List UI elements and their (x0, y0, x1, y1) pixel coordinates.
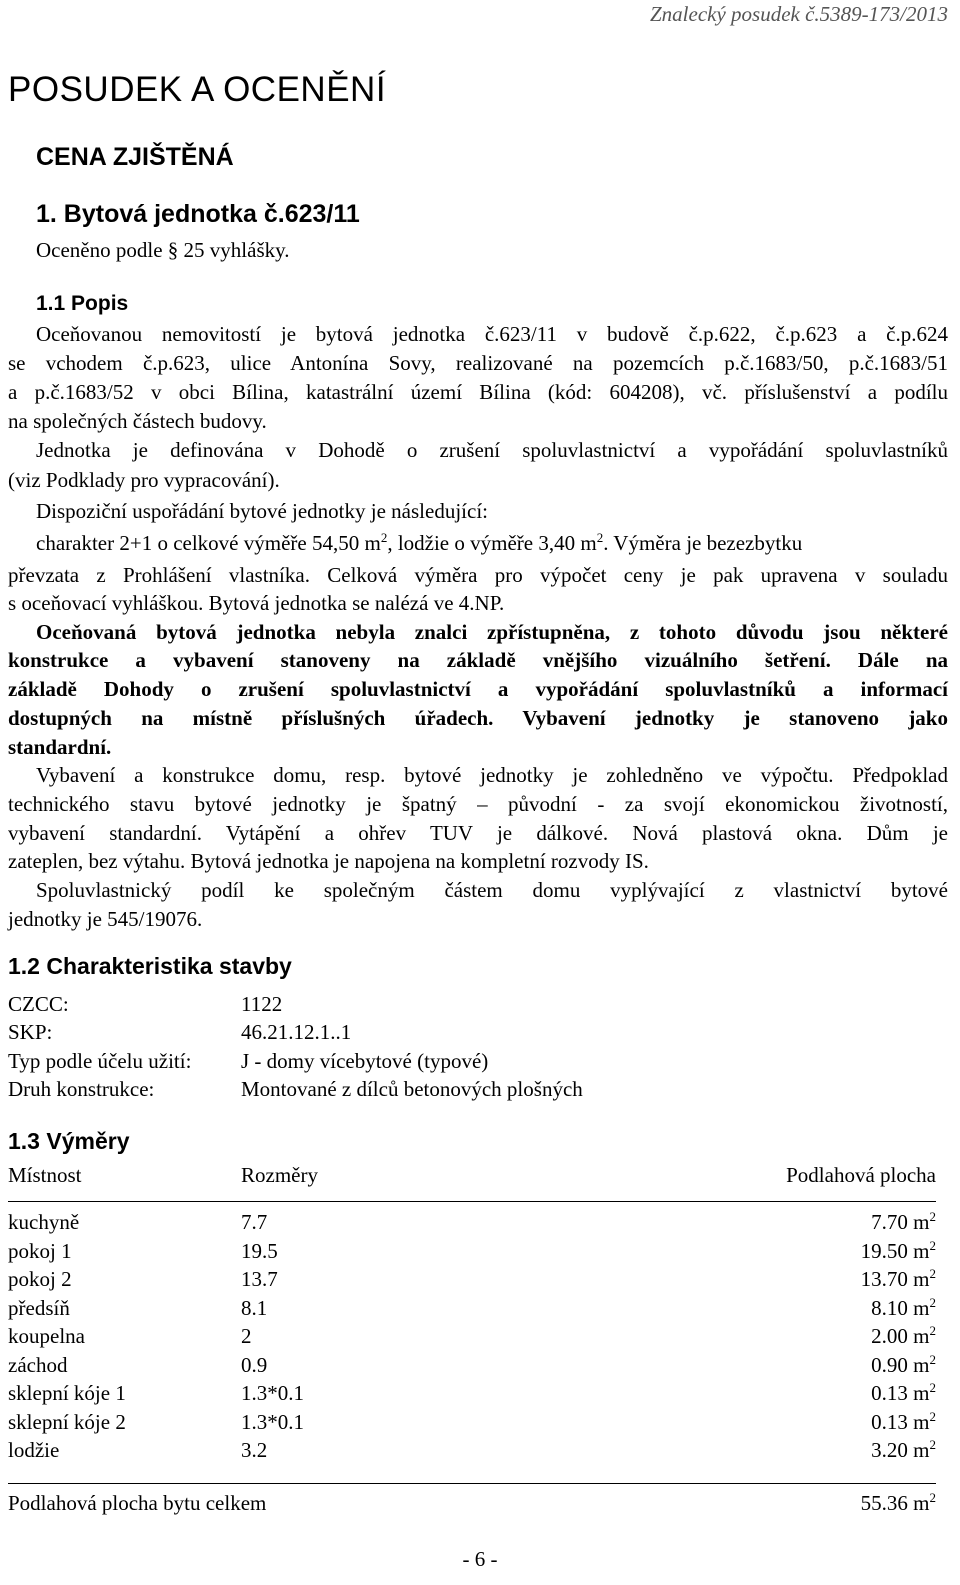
unit-superscript: 2 (929, 1323, 936, 1338)
paragraph-line: zateplen, bez výtahu. Bytová jednotka je napojena na kompletní rozvody IS. (8, 849, 649, 873)
bold-paragraph-line: Oceňovaná bytová jednotka nebyla znalci zpřístupněna, z tohoto důvodu jsou některé (36, 620, 948, 644)
table-total-divider (8, 1483, 936, 1484)
total-area: 55.36 (860, 1491, 908, 1515)
paragraph-line: Vybavení a konstrukce domu, resp. bytové jednotky je zohledněno ve výpočtu. Předpoklad (36, 763, 948, 787)
paragraph-line: jednotky je 545/19076. (8, 907, 203, 931)
column-header-dimensions: Rozměry (241, 1163, 318, 1187)
room-dimensions: 3.2 (241, 1438, 268, 1462)
room-area (871, 1381, 936, 1406)
table-row (8, 1210, 936, 1239)
room-name: pokoj 1 (8, 1238, 72, 1263)
unit: m (913, 1238, 930, 1263)
paragraph-line-area (36, 529, 948, 558)
unit: m (913, 1352, 930, 1377)
char-value: 46.21.12.1..1 (241, 1020, 352, 1044)
room-area (871, 1324, 936, 1349)
paragraph-line: převzata z Prohlášení vlastníka. Celková výměra pro výpočet ceny je pak upravena v souladu (8, 563, 948, 587)
table-row (8, 1267, 936, 1296)
bold-paragraph-line: standardní. (8, 735, 112, 759)
unit-superscript: 2 (929, 1351, 936, 1367)
heading-popis: 1.1 Popis (36, 292, 129, 315)
room-dimensions: 1.3*0.1 (241, 1409, 304, 1434)
table-row (8, 1353, 936, 1382)
room-dimensions: 8.1 (241, 1295, 268, 1320)
loggia-text: , lodžie o výměře 3,40 m (387, 531, 597, 555)
room-dimensions: 19.5 (241, 1238, 278, 1263)
unit: m (913, 1295, 930, 1320)
unit: m (913, 1491, 930, 1515)
area-value: 0.13 (871, 1381, 908, 1405)
char-label: CZCC: (8, 992, 69, 1016)
paragraph-line: a p.č.1683/52 v obci Bílina, katastrální území Bílina (kód: 604208), vč. příslušenství a podílu (8, 380, 948, 404)
unit-superscript: 2 (929, 1490, 936, 1505)
area-value: 2.00 (871, 1324, 908, 1348)
room-dimensions: 1.3*0.1 (241, 1381, 304, 1405)
unit: m (913, 1381, 930, 1405)
page-title: POSUDEK A OCENĚNÍ (8, 70, 387, 109)
area-value: 3.20 (871, 1438, 908, 1462)
room-area (871, 1438, 936, 1463)
table-row (8, 1324, 936, 1353)
paragraph-line: Dispoziční uspořádání bytové jednotky je následující: (36, 499, 488, 523)
room-name: koupelna (8, 1324, 85, 1348)
unit-superscript: 2 (929, 1380, 936, 1395)
room-area (861, 1267, 936, 1292)
room-name: lodžie (8, 1438, 60, 1462)
paragraph-line: na společných částech budovy. (8, 409, 267, 433)
room-dimensions: 2 (241, 1324, 252, 1348)
table-row (8, 1410, 936, 1439)
column-header-area: Podlahová plocha (786, 1163, 936, 1187)
table-header (8, 1163, 936, 1192)
section-title-unit: 1. Bytová jednotka č.623/11 (36, 200, 360, 228)
unit-superscript: 2 (929, 1237, 936, 1253)
area-value: 13.70 (860, 1267, 908, 1291)
room-dimensions: 0.9 (241, 1352, 268, 1377)
paragraph-line: s oceňovací vyhláškou. Bytová jednotka se nalézá ve 4.NP. (8, 591, 505, 615)
area-value: 7.70 (871, 1210, 908, 1234)
bold-paragraph-line: dostupných na místně příslušných úřadech. Vybavení jednotky je stanoveno jako (8, 706, 948, 730)
section-title-price: CENA ZJIŠTĚNÁ (36, 143, 234, 171)
document-reference: Znalecký posudek č.5389-173/2013 (649, 2, 948, 26)
table-total-row (8, 1491, 936, 1520)
total-label: Podlahová plocha bytu celkem (8, 1491, 267, 1515)
unit-superscript: 2 (596, 530, 604, 545)
unit: m (913, 1267, 930, 1291)
unit: m (913, 1210, 930, 1234)
char-label: Typ podle účelu užití: (8, 1049, 192, 1073)
unit: m (913, 1409, 930, 1434)
paragraph-line: vybavení standardní. Vytápění a ohřev TUV je dálkové. Nová plastová okna. Dům je (8, 821, 948, 845)
room-dimensions: 7.7 (241, 1210, 268, 1234)
unit-superscript: 2 (929, 1266, 936, 1281)
table-row (8, 1381, 936, 1410)
area-note-text: . Výměra je bezezbytku (603, 531, 803, 555)
char-label: SKP: (8, 1020, 53, 1044)
page-number: - 6 - (462, 1547, 498, 1571)
room-area (871, 1410, 936, 1435)
char-value: Montované z dílců betonových plošných (241, 1077, 583, 1101)
area-value: 19.50 (860, 1238, 908, 1263)
heading-charakteristika: 1.2 Charakteristika stavby (8, 953, 292, 979)
valuation-method: Oceněno podle § 25 vyhlášky. (36, 238, 290, 262)
paragraph-line: se vchodem č.p.623, ulice Antonína Sovy, realizované na pozemcích p.č.1683/50, p.č.1683/51 (8, 351, 948, 375)
room-area (871, 1353, 936, 1378)
unit-superscript: 2 (929, 1408, 936, 1424)
paragraph-line: technického stavu bytové jednotky je špatný – původní - za svojí ekonomickou životností, (8, 792, 948, 816)
area-text: charakter 2+1 o celkové výměře 54,50 m (36, 531, 381, 555)
table-header-divider (8, 1201, 936, 1202)
room-name: sklepní kóje 1 (8, 1381, 126, 1405)
room-name: záchod (8, 1352, 68, 1377)
char-value: 1122 (241, 992, 283, 1016)
room-dimensions: 13.7 (241, 1267, 278, 1291)
unit-superscript: 2 (929, 1437, 936, 1452)
table-row (8, 1438, 936, 1467)
char-label: Druh konstrukce: (8, 1077, 155, 1101)
area-value: 0.90 (871, 1352, 908, 1377)
column-header-room: Místnost (8, 1163, 82, 1187)
paragraph-line: Spoluvlastnický podíl ke společným částem domu vyplývající z vlastnictví bytové (36, 878, 948, 902)
room-area (871, 1210, 936, 1235)
unit-superscript: 2 (380, 530, 388, 545)
unit: m (913, 1438, 930, 1462)
bold-paragraph-line: základě Dohody o zrušení spoluvlastnictví a vypořádání spoluvlastníků a informací (8, 677, 948, 701)
table-row (8, 1239, 936, 1268)
table-row (8, 1296, 936, 1325)
paragraph-line: Oceňovanou nemovitostí je bytová jednotka č.623/11 v budově č.p.622, č.p.623 a č.p.624 (36, 322, 948, 346)
area-value: 0.13 (871, 1409, 908, 1434)
unit-superscript: 2 (929, 1294, 936, 1310)
paragraph-line: Jednotka je definována v Dohodě o zrušení spoluvlastnictví a vypořádání spoluvlastníků (36, 438, 948, 462)
room-name: pokoj 2 (8, 1267, 72, 1291)
unit: m (913, 1324, 930, 1348)
room-area (871, 1296, 936, 1321)
area-value: 8.10 (871, 1295, 908, 1320)
heading-vymery: 1.3 Výměry (8, 1128, 130, 1154)
room-area (861, 1239, 936, 1264)
bold-paragraph-line: konstrukce a vybavení stanoveny na základě vnějšího vizuálního šetření. Dále na (8, 648, 948, 672)
total-value (861, 1491, 936, 1516)
char-value: J - domy vícebytové (typové) (241, 1049, 489, 1073)
room-name: předsíň (8, 1295, 70, 1320)
room-name: sklepní kóje 2 (8, 1409, 126, 1434)
room-name: kuchyně (8, 1210, 80, 1234)
unit-superscript: 2 (929, 1209, 936, 1224)
paragraph-line: (viz Podklady pro vypracování). (8, 468, 280, 492)
